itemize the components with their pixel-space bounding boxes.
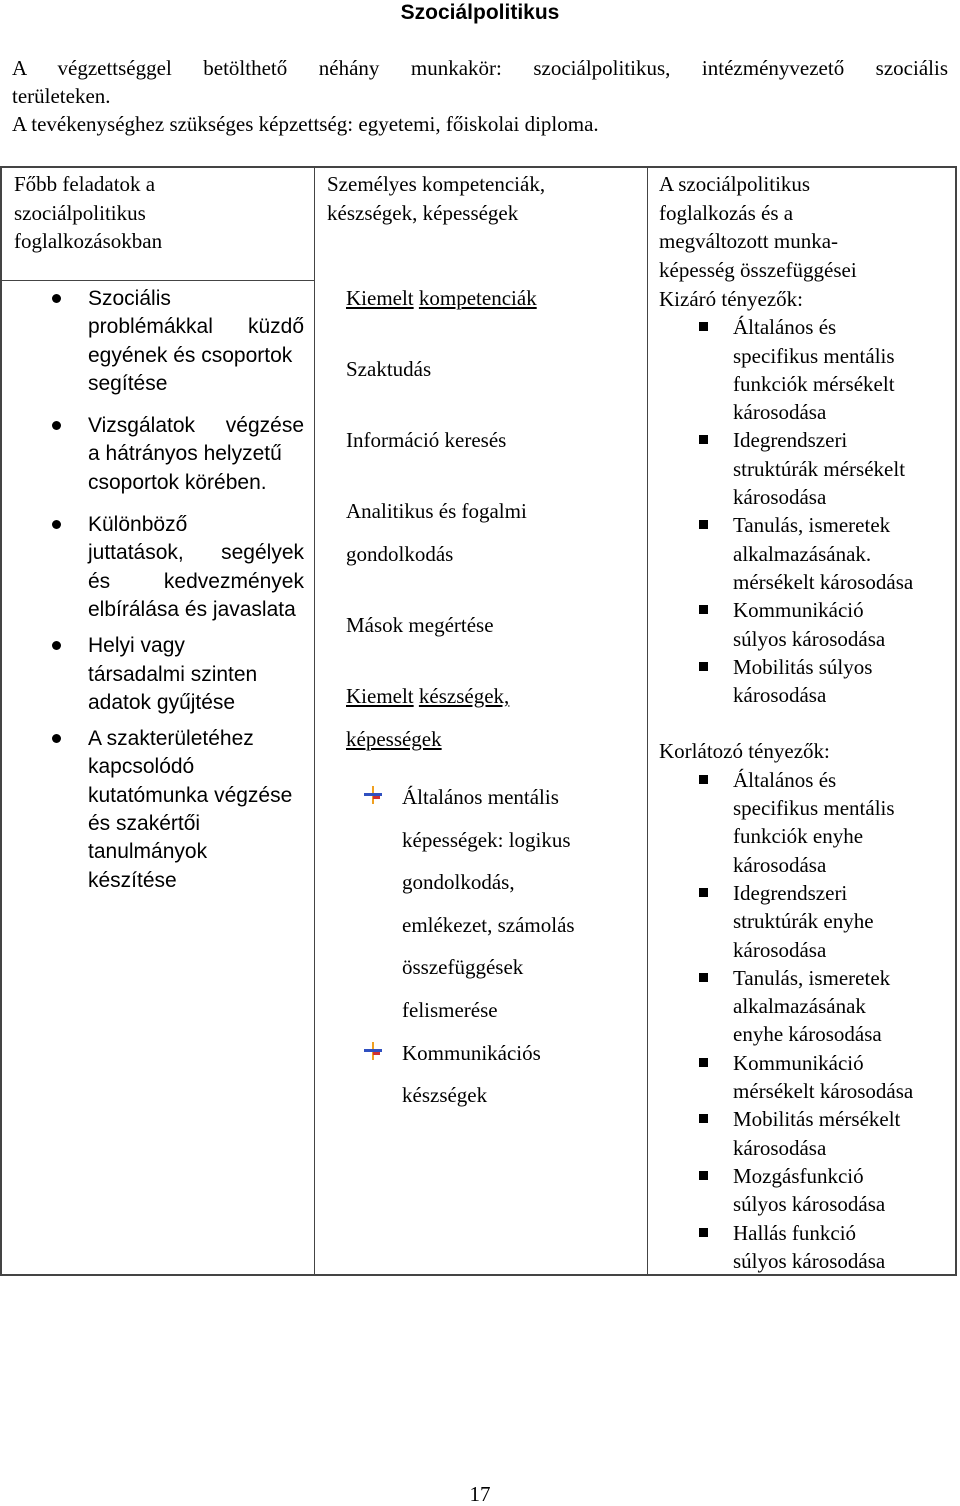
limiting-item <box>659 879 954 964</box>
task-line: társadalmi szinten <box>88 662 258 686</box>
limiting-title: Korlátozó tényezők: <box>659 739 830 764</box>
tasks-list <box>2 285 314 909</box>
task-line: problémákkal küzdő <box>88 315 304 339</box>
intro-line: A végzettséggel betölthető néhány munkakör: szociálpolitikus, intézményvezető szociális <box>12 56 948 80</box>
exclusion-item-line: károsodása <box>733 683 827 708</box>
skill-line: emlékezet, számolás <box>402 912 575 937</box>
competency-item: Információ keresés <box>346 428 507 452</box>
header-line: képesség összefüggései <box>659 257 857 282</box>
skill-line: összefüggések <box>402 955 524 980</box>
task-line: Különböző <box>88 513 188 537</box>
exclusion-item <box>659 596 954 653</box>
square-bullet-icon <box>699 973 708 982</box>
square-bullet-icon <box>699 888 708 897</box>
exclusion-item-line: Tanulás, ismeretek <box>733 513 891 538</box>
limiting-item <box>659 1105 954 1162</box>
limiting-item-line: struktúrák enyhe <box>733 909 874 934</box>
exclusion-item-line: Mobilitás súlyos <box>733 654 873 679</box>
competency-item: Szaktudás <box>346 357 432 381</box>
limiting-item-line: Általános és <box>733 767 837 792</box>
task-item <box>2 725 304 895</box>
header-divider <box>2 280 314 281</box>
bullet-icon <box>52 520 61 529</box>
header-line: foglalkozásokban <box>14 229 163 253</box>
square-bullet-icon <box>699 1228 708 1237</box>
exclusion-item-line: súlyos károsodása <box>733 626 886 651</box>
skill-line: gondolkodás, <box>402 870 515 895</box>
square-bullet-icon <box>699 775 708 784</box>
exclusion-item-line: funkciók mérsékelt <box>733 371 895 396</box>
task-line: és szakértői <box>88 812 201 836</box>
limiting-item-line: súlyos károsodása <box>733 1192 886 1217</box>
heading-word: képességek <box>346 727 442 751</box>
square-bullet-icon <box>699 1114 708 1123</box>
intro-line: területeken. <box>12 84 111 108</box>
limiting-item-line: Idegrendszeri <box>733 880 848 905</box>
heading-word: Kiemelt <box>346 286 414 310</box>
header-line: Főbb feladatok a <box>14 172 156 196</box>
limiting-item-line: károsodása <box>733 852 827 877</box>
limiting-item-line: súlyos károsodása <box>733 1248 886 1273</box>
limiting-item-line: funkciók enyhe <box>733 824 864 849</box>
square-bullet-icon <box>699 520 708 529</box>
task-item <box>2 511 304 624</box>
square-bullet-icon <box>699 662 708 671</box>
limiting-item-line: specifikus mentális <box>733 796 895 821</box>
task-line: csoportok körében. <box>88 470 267 494</box>
column-divider <box>314 168 315 1274</box>
square-bullet-icon <box>699 1171 708 1180</box>
skill-line: képességek: logikus <box>402 827 571 852</box>
task-line: elbírálása és javaslata <box>88 597 296 621</box>
task-item <box>2 632 304 717</box>
heading-word: Kiemelt <box>346 684 414 708</box>
header-line: készségek, képességek <box>327 200 519 225</box>
limiting-item <box>659 1219 954 1276</box>
task-line: kapcsolódó <box>88 755 195 779</box>
task-line: Szociális <box>88 287 171 310</box>
limiting-item-line: alkalmazásának <box>733 994 866 1019</box>
competency-item: Analitikus és fogalmi <box>346 499 527 523</box>
bullet-icon <box>52 641 61 650</box>
header-line: Személyes kompetenciák, <box>327 172 546 196</box>
exclusion-item-line: Idegrendszeri <box>733 428 848 453</box>
square-bullet-icon <box>699 1058 708 1067</box>
task-line: adatok gyűjtése <box>88 690 236 714</box>
limiting-item-line: Kommunikáció <box>733 1050 864 1075</box>
competency-heading <box>346 281 641 316</box>
limiting-item <box>659 1049 954 1106</box>
competencies-list <box>346 281 641 1117</box>
exclusion-title: Kizáró tényezők: <box>659 287 804 311</box>
flag-bullet-icon <box>364 1042 382 1060</box>
task-line: készítése <box>88 868 177 892</box>
flag-bullet-icon <box>364 786 382 804</box>
square-bullet-icon <box>699 435 708 444</box>
task-line: Vizsgálatok végzése <box>88 414 304 438</box>
limiting-list <box>659 766 954 1275</box>
exclusion-item-line: specifikus mentális <box>733 343 895 368</box>
header-line: foglalkozás és a <box>659 200 794 225</box>
competency-table <box>0 166 957 1276</box>
limiting-item <box>659 766 954 879</box>
skills-heading-cont <box>346 722 641 757</box>
skill-item <box>346 1032 641 1117</box>
competency-item: Mások megértése <box>346 613 494 637</box>
square-bullet-icon <box>699 322 708 331</box>
task-line: egyének és csoportok <box>88 343 293 367</box>
limiting-item-line: Mozgásfunkció <box>733 1163 864 1188</box>
exclusion-item <box>659 511 954 596</box>
skills-heading <box>346 679 641 714</box>
heading-word: kompetenciák <box>418 286 537 310</box>
limiting-item-line: Mobilitás mérsékelt <box>733 1107 901 1132</box>
task-line: és kedvezmények <box>88 569 304 593</box>
limiting-item-line: enyhe károsodása <box>733 1022 882 1047</box>
skill-line: Kommunikációs <box>402 1040 541 1065</box>
header-line: A szociálpolitikus <box>659 172 811 196</box>
task-line: tanulmányok <box>88 840 208 864</box>
task-line: A szakterületéhez <box>88 727 254 751</box>
exclusion-item-line: Általános és <box>733 315 837 340</box>
task-line: kutatómunka végzése <box>88 783 293 807</box>
limiting-item-line: károsodása <box>733 937 827 962</box>
skill-line: készségek <box>402 1083 488 1108</box>
header-line: megváltozott munka- <box>659 229 839 253</box>
intro-line: A tevékenységhez szükséges képzettség: egyetemi, főiskolai diploma. <box>12 112 599 136</box>
task-line: segítése <box>88 371 168 395</box>
exclusion-item <box>659 426 954 511</box>
limiting-item <box>659 1162 954 1219</box>
col2-header <box>327 170 637 227</box>
col3-header <box>659 170 949 284</box>
exclusion-item-line: struktúrák mérsékelt <box>733 456 906 481</box>
skill-line: felismerése <box>402 997 498 1022</box>
page-number: 17 <box>469 1482 491 1506</box>
task-line: a hátrányos helyzetű <box>88 442 282 466</box>
exclusion-item-line: alkalmazásának. <box>733 541 872 566</box>
factors-list <box>659 285 954 1275</box>
exclusion-item-line: károsodása <box>733 485 827 510</box>
bullet-icon <box>52 734 61 743</box>
exclusion-item <box>659 653 954 710</box>
skill-item <box>346 776 641 1032</box>
limiting-item-line: Tanulás, ismeretek <box>733 965 891 990</box>
task-item <box>2 285 304 398</box>
heading-word: készségek, <box>418 684 510 708</box>
page-title: Szociálpolitikus <box>400 1 560 24</box>
bullet-icon <box>52 421 61 430</box>
skill-line: Általános mentális <box>402 785 559 809</box>
limiting-item-line: mérsékelt károsodása <box>733 1079 914 1104</box>
header-line: szociálpolitikus <box>14 200 146 225</box>
exclusion-item-line: károsodása <box>733 400 827 425</box>
limiting-item-line: Hallás funkció <box>733 1220 857 1245</box>
competency-item: gondolkodás <box>346 542 454 566</box>
exclusion-item <box>659 313 954 426</box>
task-line: juttatások, segélyek <box>88 541 304 565</box>
exclusion-list <box>659 313 954 709</box>
task-line: Helyi vagy <box>88 634 185 658</box>
intro-paragraph <box>12 54 948 138</box>
square-bullet-icon <box>699 605 708 614</box>
exclusion-item-line: Kommunikáció <box>733 598 864 623</box>
col1-header <box>14 170 304 256</box>
limiting-item-line: károsodása <box>733 1135 827 1160</box>
column-divider <box>647 168 648 1274</box>
exclusion-item-line: mérsékelt károsodása <box>733 569 914 594</box>
bullet-icon <box>52 294 61 303</box>
limiting-item <box>659 964 954 1049</box>
task-item <box>2 412 304 497</box>
